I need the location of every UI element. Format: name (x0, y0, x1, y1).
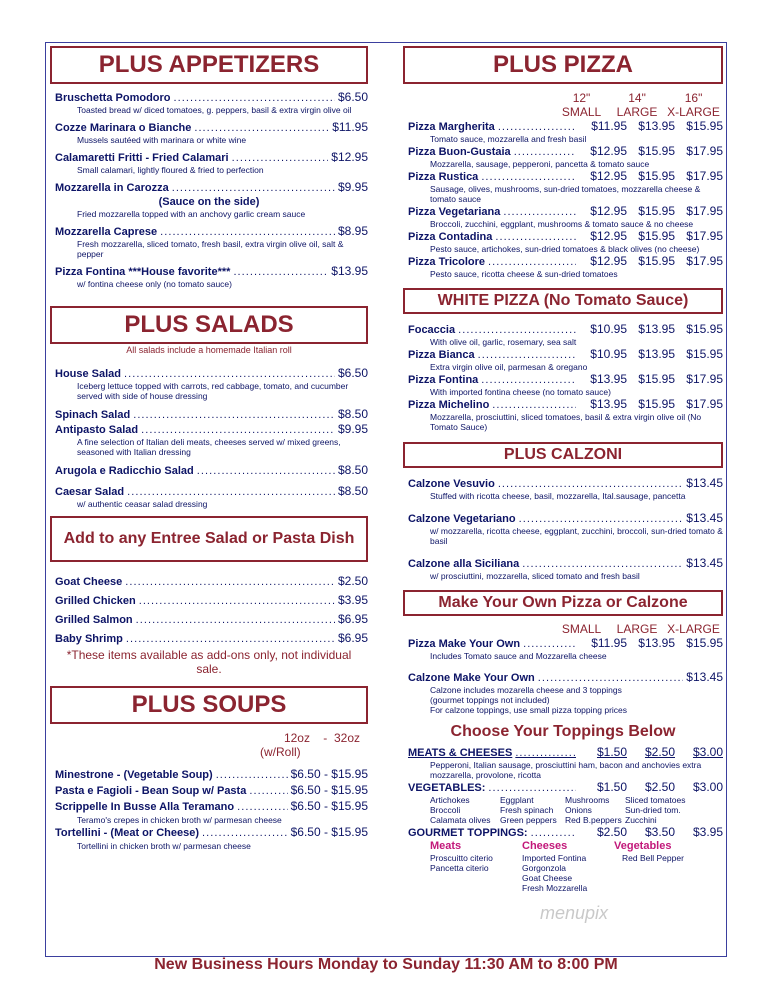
pizza-size-names: SMALL LARGE X-LARGE (561, 105, 720, 119)
item-description: Fried mozzarella topped with an anchovy garlic cream sauce (77, 209, 306, 219)
soups-header: PLUS SOUPS (50, 686, 368, 724)
menu-item: Minestrone - (Vegetable Soup) . . . $6.50 - $15.95 (50, 767, 368, 783)
menu-item: Bruschetta Pomodoro . . . $6.50 (50, 90, 368, 105)
item-description: Tortellini in chicken broth w/ parmesan cheese (77, 841, 251, 851)
item-description: Pepperoni, Italian sausage, prosciuttini ham, bacon and anchovies extra mozzarella, provolone, ricotta (430, 760, 702, 780)
menu-item: Pizza Bianca . . . $10.95 $13.95 $15.95 (403, 347, 723, 362)
pizza-size-inches: 12" 14" 16" (572, 91, 703, 105)
menu-item: Grilled Salmon . . . $6.95 (50, 610, 368, 629)
salads-note: All salads include a homemade Italian roll (126, 345, 292, 355)
topping-row: MEATS & CHEESES . . . $1.50 $2.50 $3.00 (403, 745, 723, 760)
item-description: w/ prosciuttini, mozzarella, sliced tomato and fresh basil (430, 571, 640, 581)
addons-note: *These items available as add-ons only, not individual sale. (66, 648, 352, 676)
menu-item: Pizza Margherita . . . $11.95 $13.95 $15.95 (403, 119, 723, 134)
menu-item: Pizza Vegetariana . . . $12.95 $15.95 $17.95 (403, 204, 723, 219)
item-description: Small calamari, lightly floured & fried to perfection (77, 165, 264, 175)
item-description: Tomato sauce, mozzarella and fresh basil (430, 134, 587, 144)
pizza-header: PLUS PIZZA (403, 46, 723, 84)
menu-item: Calzone alla Siciliana . . . $13.45 (403, 556, 723, 571)
menu-item: Calamaretti Fritti - Fried Calamari . . . $12.95 (50, 150, 368, 165)
menu-item: Mozzarella Caprese . . . $8.95 (50, 224, 368, 239)
item-description: With imported fontina cheese (no tomato sauce) (430, 387, 611, 397)
menu-item: Mozzarella in Carozza . . . $9.95 (50, 180, 368, 195)
item-description: Pesto sauce, ricotta cheese & sun-dried tomatoes (430, 269, 618, 279)
pizza-list (403, 119, 723, 279)
item-description: w/ mozzarella, ricotta cheese, eggplant, zucchini, broccoli, sun-dried tomato & basil (430, 526, 723, 546)
menu-item: Tortellini - (Meat or Cheese) . . . $6.50 - $15.95 (50, 825, 368, 841)
item-description: Broccoli, zucchini, eggplant, mushrooms & tomato sauce & no cheese (430, 219, 694, 229)
menu-item: Grilled Chicken . . . $3.95 (50, 591, 368, 610)
soups-list (50, 767, 368, 851)
menu-item: Baby Shrimp . . . $6.95 (50, 629, 368, 648)
menu-item: House Salad . . . $6.50 (50, 366, 368, 381)
menu-item: Pasta e Fagioli - Bean Soup w/ Pasta . . . $6.50 - $15.95 (50, 783, 368, 799)
gourmet-meats: Proscuitto citerio Pancetta citerio (430, 853, 493, 873)
business-hours-footer: New Business Hours Monday to Sunday 11:30 AM to 8:00 PM (154, 956, 618, 973)
menu-item: Pizza Make Your Own . . . $11.95 $13.95 $15.95 (403, 636, 723, 651)
gourmet-headers: Meats Cheeses Vegetables (430, 840, 672, 852)
item-description: Stuffed with ricotta cheese, basil, mozzarella, Ital.sausage, pancetta (430, 491, 686, 501)
appetizers-header: PLUS APPETIZERS (50, 46, 368, 84)
item-description: w/ authentic ceasar salad dressing (77, 499, 208, 509)
item-description: (gourmet toppings not included) (430, 695, 550, 705)
menu-item: Arugola e Radicchio Salad . . . $8.50 (50, 463, 368, 478)
white-pizza-list (403, 322, 723, 432)
item-description: Mussels sautéed with marinara or white wine (77, 135, 247, 145)
item-description: Mozzarella, sausage, pepperoni, pancetta & tomato sauce (430, 159, 650, 169)
item-description: Calzone includes mozarella cheese and 3 toppings (430, 685, 622, 695)
soup-size-header: 12oz - 32oz (283, 731, 360, 745)
menu-item: Spinach Salad . . . $8.50 (50, 407, 368, 422)
item-description: A fine selection of Italian deli meats, cheeses served w/ mixed greens, seasoned with Italian dressing (77, 437, 341, 457)
menu-item: Cozze Marinara o Bianche . . . $11.95 (50, 120, 368, 135)
menu-item: Pizza Tricolore . . . $12.95 $15.95 $17.95 (403, 254, 723, 269)
make-your-own-header: Make Your Own Pizza or Calzone (403, 590, 723, 616)
item-description: Includes Tomato sauce and Mozzarella cheese (430, 651, 607, 661)
gourmet-lists (403, 853, 723, 893)
menu-item: Scrippelle In Busse Alla Teramano . . . $6.50 - $15.95 (50, 799, 368, 815)
menu-item: Calzone Vesuvio . . . $13.45 (403, 476, 723, 491)
menu-item: Pizza Fontina ***House favorite*** . . . $13.95 (50, 264, 368, 279)
topping-row: VEGETABLES: . . . $1.50 $2.50 $3.00 (403, 780, 723, 795)
right-column (403, 46, 723, 893)
item-description: Fresh mozzarella, sliced tomato, fresh basil, extra virgin olive oil, salt & pepper (77, 239, 344, 259)
appetizers-list (50, 90, 368, 289)
gourmet-cheeses: Imported Fontina Gorgonzola Goat Cheese Fresh Mozzarella (522, 853, 588, 893)
left-column (50, 46, 368, 851)
item-description: Mozzarella, prosciuttini, sliced tomatoes, basil & extra virgin olive oil (No Tomato Sauce) (430, 412, 702, 432)
menu-item: Pizza Fontina . . . $13.95 $15.95 $17.95 (403, 372, 723, 387)
item-description: Teramo's crepes in chicken broth w/ parmesan cheese (77, 815, 282, 825)
item-description: Sausage, olives, mushrooms, sun-dried tomatoes, mozzarella cheese & tomato sauce (430, 184, 701, 204)
menu-item: Pizza Rustica . . . $12.95 $15.95 $17.95 (403, 169, 723, 184)
calzoni-list (403, 476, 723, 581)
watermark-logo: menupix (540, 903, 609, 923)
topping-row: GOURMET TOPPINGS: . . . $2.50 $3.50 $3.95 (403, 825, 723, 840)
item-description: With olive oil, garlic, rosemary, sea salt (430, 337, 577, 347)
menu-item: Pizza Michelino . . . $13.95 $15.95 $17.95 (403, 397, 723, 412)
menu-item: Pizza Buon-Gustaia . . . $12.95 $15.95 $17.95 (403, 144, 723, 159)
item-description: Toasted bread w/ diced tomatoes, g. peppers, basil & extra virgin olive oil (77, 105, 352, 115)
menu-item: Focaccia . . . $10.95 $13.95 $15.95 (403, 322, 723, 337)
soup-size-note: (w/Roll) (260, 745, 301, 759)
item-description: For calzone toppings, use small pizza topping prices (430, 705, 628, 715)
item-subnote: (Sauce on the side) (158, 196, 260, 208)
vegetables-grid: Artichokes Eggplant Mushrooms Sliced tomatoes Broccoli Fresh spinach Onions Sun-dried tom. Calamata olives Green peppers Red B.peppers Zucchini (430, 795, 686, 825)
calzoni-header: PLUS CALZONI (403, 442, 723, 468)
item-description: Iceberg lettuce topped with carrots, red cabbage, tomato, and cucumber served with side of house dressing (77, 381, 349, 401)
menu-item: Calzone Make Your Own . . . $13.45 (403, 670, 723, 685)
item-description: Extra virgin olive oil, parmesan & oregano (430, 362, 588, 372)
menu-item: Antipasto Salad . . . $9.95 (50, 422, 368, 437)
toppings-title: Choose Your Toppings Below (450, 723, 676, 740)
salads-list (50, 366, 368, 509)
menu-item: Pizza Contadina . . . $12.95 $15.95 $17.95 (403, 229, 723, 244)
item-description: w/ fontina cheese only (no tomato sauce) (77, 279, 232, 289)
menu-item: Goat Cheese . . . $2.50 (50, 572, 368, 591)
menu-item: Calzone Vegetariano . . . $13.45 (403, 511, 723, 526)
item-description: Pesto sauce, artichokes, sun-dried tomatoes & black olives (no cheese) (430, 244, 700, 254)
salads-header: PLUS SALADS (50, 306, 368, 344)
white-pizza-header: WHITE PIZZA (No Tomato Sauce) (403, 288, 723, 314)
addons-list (50, 572, 368, 648)
menu-item: Caesar Salad . . . $8.50 (50, 484, 368, 499)
addons-header: Add to any Entree Salad or Pasta Dish (50, 516, 368, 562)
gourmet-vegetables: Red Bell Pepper (622, 853, 684, 863)
myo-size-names: SMALL LARGE X-LARGE (561, 622, 720, 636)
